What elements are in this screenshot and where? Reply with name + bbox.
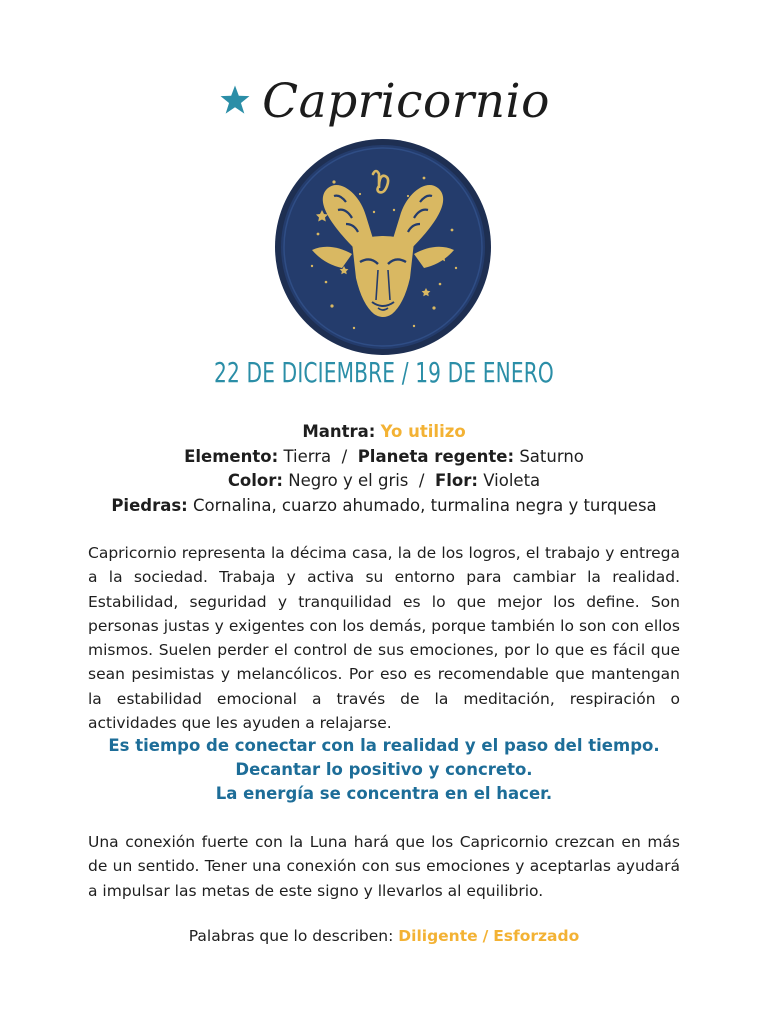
star-icon [218,83,252,117]
element-line [0,445,768,470]
mantra-line [0,420,768,445]
page-title: Capricornio [262,73,550,129]
keyword: Diligente [398,927,478,945]
elemento-label: Elemento: [184,446,279,466]
capricorn-goat-emblem [274,138,492,356]
mantra-label: Mantra: [302,422,376,441]
flor-value: Violeta [483,471,541,490]
flor-label: Flor: [434,471,478,490]
separator: / [418,471,425,490]
piedras-value: Cornalina, cuarzo ahumado, turmalina negra y turquesa [193,495,657,515]
sign-facts [0,420,768,518]
luna-paragraph: Una conexión fuerte con la Luna hará que los Capricornio crezcan en más de un sentido. Tener una conexión con sus emociones y aceptarlas ayudará a impulsar las metas de este signo y llevarlos al equilibrio. [88,833,680,900]
quote-line: Decantar lo positivo y concreto. [235,760,533,779]
keyword: Esforzado [493,927,580,945]
date-range: 22 DE DICIEMBRE / 19 DE ENERO [214,356,554,389]
description-paragraph: Capricornio representa la décima casa, la de los logros, el trabajo y entrega a la sociedad. Trabaja y activa su entorno para cambiar la realidad. Estabilidad, seguridad y tranquilidad es lo que mejor los define. Son personas justas y exigentes con los demás, porque también lo son con ellos mismos. Suelen perder el control de sus emociones, por lo que es fácil que sean pesimistas y melancólicos. Por eso es recomendable que mantengan la estabilidad emocional a través de la meditación, respiración o actividades que les ayuden a relajarse. [88,544,680,733]
highlight-quote [0,734,768,806]
separator: / [341,446,348,466]
planeta-label: Planeta regente: [357,446,515,466]
title-row [0,66,768,136]
color-label: Color: [227,471,283,490]
color-value: Negro y el gris [288,471,409,490]
keywords-line [0,927,768,945]
quote-line: Es tiempo de conectar con la realidad y el paso del tiempo. [108,736,660,755]
quote-line: La energía se concentra en el hacer. [215,784,553,803]
elemento-value: Tierra [283,446,332,466]
planeta-value: Saturno [519,446,584,466]
color-line [0,469,768,494]
piedras-label: Piedras: [111,495,188,515]
keywords-label: Palabras que lo describen: [188,927,394,945]
separator: / [482,927,489,945]
mantra-value: Yo utilizo [380,422,466,441]
piedras-line [0,494,768,519]
